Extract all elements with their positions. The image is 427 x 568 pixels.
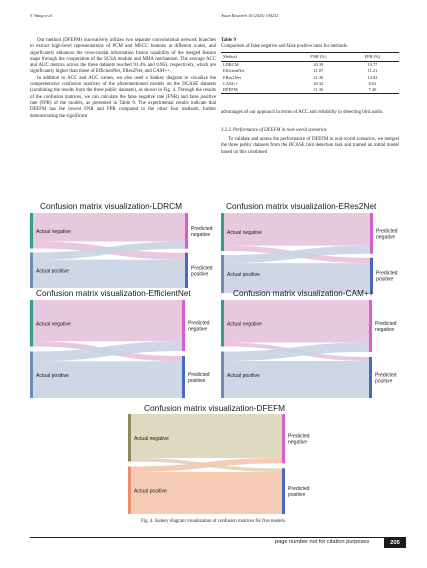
sankey-ldrcm <box>30 213 220 288</box>
table-cell: LDRCM <box>223 62 239 68</box>
label-predicted-positive: Predicted <box>188 372 210 379</box>
footer-note: page number not for citation purposes <box>275 539 370 545</box>
label-predicted-negative: Predicted <box>288 433 310 440</box>
table-header-cell: FPR (%) <box>346 53 399 62</box>
node-actual-positive <box>30 352 33 399</box>
label-predicted-negative: negative <box>375 326 395 333</box>
node-predicted-negative <box>370 213 373 254</box>
running-header-journal: Avian Research 16 (2025) 100232 <box>221 13 279 18</box>
paragraph-real-world: To validate and assess the performance of DFEFM in real-world scenarios, we merged the three public datasets from the DCASE bird detection task and trained an initial model based on this combined <box>221 137 399 155</box>
label-actual-positive: Actual positive <box>36 268 69 275</box>
paragraph-advantages: advantages of our approach in terms of ACC and reliability in detecting bird audio. <box>221 110 384 115</box>
label-actual-negative: Actual negative <box>227 321 262 328</box>
label-predicted-positive: positive <box>288 492 306 499</box>
node-predicted-negative <box>282 414 285 463</box>
table-row <box>221 86 399 93</box>
sankey-title-eres2net: Confusion matrix visualization-ERes2Net <box>226 201 377 211</box>
paragraph-method: Our method (DFEFM) innovatively utilizes two separate convolutional network branches to extract high-level representations of PCM and MFCC features at different scales, and significantly enhances the cross-modal information fusion capability of the merged feature maps through the cooperation of the SCSA module and MHA mechanism. The average ACC and AUC metrics across the three datasets reached 91.4% and 0.963, respectively, which are significantly higher than those of EfficientNet, ERes2Net, and CAM++. <box>30 38 216 75</box>
label-actual-negative: Actual negative <box>36 228 71 235</box>
left-column <box>30 38 216 120</box>
table-cell: 20.32 <box>313 80 324 86</box>
table-header-cell: Method <box>221 53 291 62</box>
figure-caption: Fig. 4. Sankey diagram visualization of confusion matrices for five models. <box>141 519 286 524</box>
node-actual-positive <box>30 253 33 289</box>
table-label: Table 9 <box>221 38 236 43</box>
label-actual-positive: Actual positive <box>227 272 260 278</box>
table-cell: 11.36 <box>291 86 346 93</box>
label-predicted-positive: Predicted <box>375 372 397 379</box>
table-cell: 20.39 <box>313 62 324 68</box>
label-predicted-positive: Predicted <box>288 486 310 493</box>
node-actual-positive <box>221 255 224 293</box>
table-cell: 7.40 <box>346 86 399 93</box>
sankey-title-campp: Confusion matrix visualization-CAM++ <box>233 288 374 298</box>
label-actual-positive: Actual positive <box>227 372 260 379</box>
node-predicted-positive <box>369 357 372 398</box>
node-actual-negative <box>30 213 33 249</box>
table-header-row <box>221 53 399 62</box>
section-heading: 3.2.3. Performance of DFEFM in real-world scenarios <box>221 128 327 133</box>
label-predicted-positive: positive <box>191 271 209 278</box>
right-column-section <box>221 137 399 156</box>
sankey-dfefm <box>128 414 318 516</box>
label-predicted-negative: Predicted <box>188 320 210 327</box>
label-actual-negative: Actual negative <box>227 230 262 236</box>
paragraph-sankey: In addition to ACC and AUC values, we also used a Sankey diagram to visualize the comprehensive confusion matrices of the aforementioned models on the DCASE datasets (combining the results from the three public datasets), as shown in Fig. 4. Through the results of the confusion matrices, we can calculate the false negative rate (FNR) and false positive rate (FPR) of the models, as presented in Table 9. The experimental results indicate that DFEFM has the lowest FNR and FPR compared to the other four methods, further demonstrating the significant <box>30 75 216 119</box>
flow-pos-to-pos <box>33 361 182 398</box>
table-row <box>221 61 399 68</box>
label-actual-positive: Actual positive <box>134 488 167 495</box>
node-predicted-negative <box>182 300 185 351</box>
table-cell: DFEFM <box>221 86 291 93</box>
label-predicted-positive: Predicted <box>191 265 213 272</box>
table-cell: 8.63 <box>368 80 377 86</box>
table-cell: EfficientNet <box>223 68 245 74</box>
node-predicted-positive <box>282 468 285 514</box>
sankey-efficientnet <box>30 300 220 400</box>
label-actual-positive: Actual positive <box>36 372 69 379</box>
table-cell: 14.02 <box>367 74 378 80</box>
label-actual-negative: Actual negative <box>36 321 71 328</box>
node-actual-positive <box>221 352 224 399</box>
node-actual-positive <box>128 467 131 515</box>
label-predicted-negative: Predicted <box>191 225 213 232</box>
table-caption-text: Comparison of false negative and false positive rates for methods. <box>221 43 348 49</box>
node-actual-negative <box>30 300 33 347</box>
flow-neg-to-neg <box>33 213 185 241</box>
table-cell: 21.30 <box>313 74 324 80</box>
node-predicted-negative <box>369 300 372 352</box>
table-cell: CAM++ <box>223 80 238 86</box>
node-predicted-positive <box>182 356 185 398</box>
label-predicted-positive: positive <box>375 378 393 385</box>
table-cell: 19.77 <box>367 62 378 68</box>
table-cell: ERes2Net <box>223 74 241 80</box>
label-predicted-negative: Predicted <box>375 320 397 327</box>
sankey-campp <box>221 300 411 400</box>
running-header-authors: Y. Wang et al. <box>30 13 53 18</box>
label-predicted-positive: positive <box>188 378 206 385</box>
label-predicted-positive: Predicted <box>376 270 398 277</box>
label-actual-negative: Actual negative <box>134 435 169 442</box>
table-header-cell: FNR (%) <box>291 53 346 62</box>
label-predicted-negative: negative <box>191 231 211 238</box>
label-predicted-negative: Predicted <box>376 228 398 235</box>
page-number: 205 <box>384 538 406 548</box>
sankey-title-efficientnet: Confusion matrix visualization-EfficientNet <box>36 288 191 298</box>
flow-pos-to-pos <box>224 361 369 398</box>
results-table <box>221 52 399 94</box>
table-cell: 11.21 <box>367 68 378 74</box>
node-actual-negative <box>221 213 224 251</box>
node-actual-negative <box>221 300 224 347</box>
label-predicted-negative: negative <box>188 326 208 333</box>
node-predicted-negative <box>185 213 188 249</box>
node-actual-negative <box>128 414 131 462</box>
sankey-title-dfefm: Confusion matrix visualization-DFEFM <box>144 403 286 413</box>
label-predicted-negative: negative <box>376 234 396 241</box>
sankey-title-ldrcm: Confusion matrix visualization-LDRCM <box>40 201 183 211</box>
right-column-continuation <box>221 110 399 116</box>
label-predicted-positive: positive <box>376 276 394 283</box>
footer-rule <box>30 537 406 538</box>
table-cell: 21.07 <box>313 68 324 74</box>
node-predicted-positive <box>185 253 188 288</box>
table-caption <box>221 38 399 50</box>
sankey-eres2net <box>221 213 411 293</box>
label-predicted-negative: negative <box>288 439 308 446</box>
